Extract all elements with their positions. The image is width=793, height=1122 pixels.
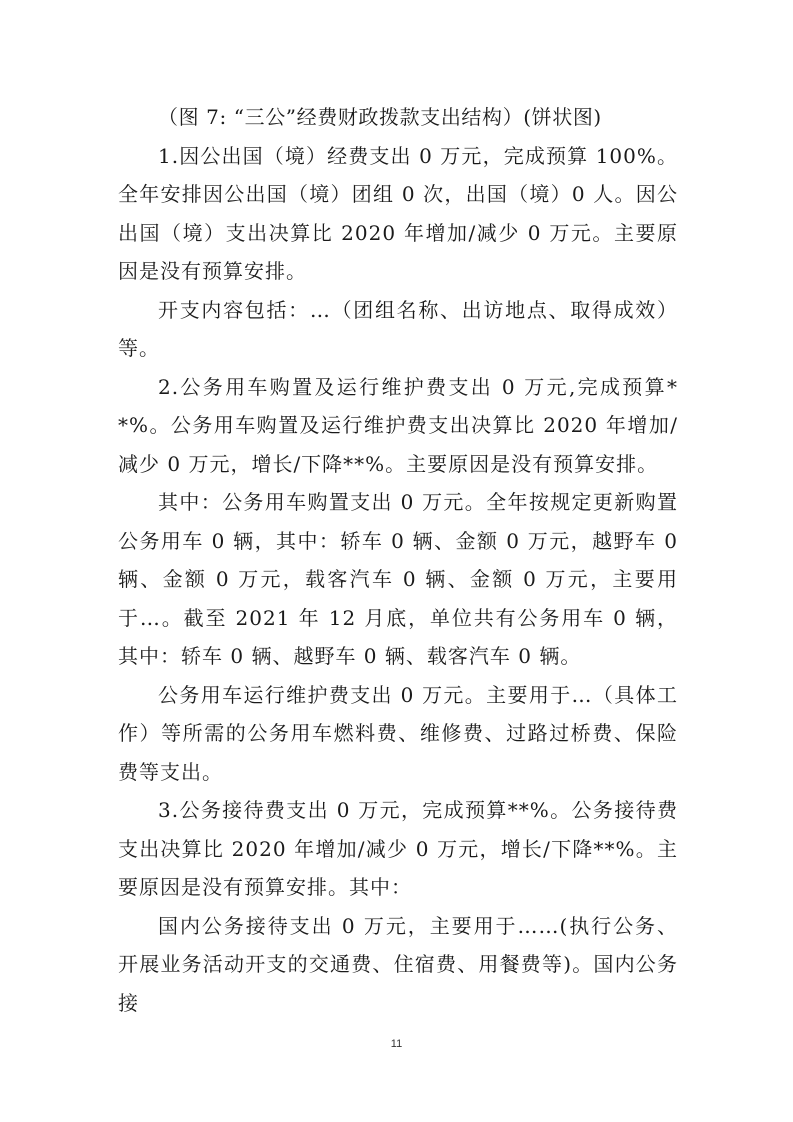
figure-caption: （图 7: “三公”经费财政拨款支出结构）(饼状图)	[158, 105, 602, 129]
paragraph-vehicle-purchase: 其中：公务用车购置支出 0 万元。全年按规定更新购置公务用车 0 辆，其中：轿车 0 辆、金额 0 万元，越野车 0 辆、金额 0 万元，载客汽车 0 辆、金额 0 万元，主要用于…。截至 2021 年 12 月底，单位共有公务用车 0 辆，其中：轿车 0 辆、越野车 0 辆、载客汽车 0 辆。	[118, 490, 678, 668]
paragraph-overseas-expense: 1.因公出国（境）经费支出 0 万元，完成预算 100%。全年安排因公出国（境）团组 0 次，出国（境）0 人。因公出国（境）支出决算比 2020 年增加/减少 0 万元。主要原因是没有预算安排。	[118, 143, 678, 283]
page-number: 11	[390, 1038, 403, 1050]
paragraph-domestic-reception: 国内公务接待支出 0 万元，主要用于……(执行公务、开展业务活动开支的交通费、住宿费、用餐费等)。国内公务接	[118, 913, 678, 1015]
paragraph-reception-expense: 3.公务接待费支出 0 万元，完成预算**%。公务接待费支出决算比 2020 年增加/减少 0 万元，增长/下降**%。主要原因是没有预算安排。其中：	[118, 798, 678, 899]
paragraph-overseas-content: 开支内容包括：…（团组名称、出访地点、取得成效）等。	[118, 297, 678, 360]
paragraph-vehicle-expense: 2.公务用车购置及运行维护费支出 0 万元,完成预算**%。公务用车购置及运行维护费支出决算比 2020 年增加/减少 0 万元，增长/下降**%。主要原因是没有预算安排。	[118, 374, 678, 476]
document-body	[118, 98, 678, 1022]
paragraph-vehicle-maintenance: 公务用车运行维护费支出 0 万元。主要用于…（具体工作）等所需的公务用车燃料费、维修费、过路过桥费、保险费等支出。	[118, 682, 678, 784]
